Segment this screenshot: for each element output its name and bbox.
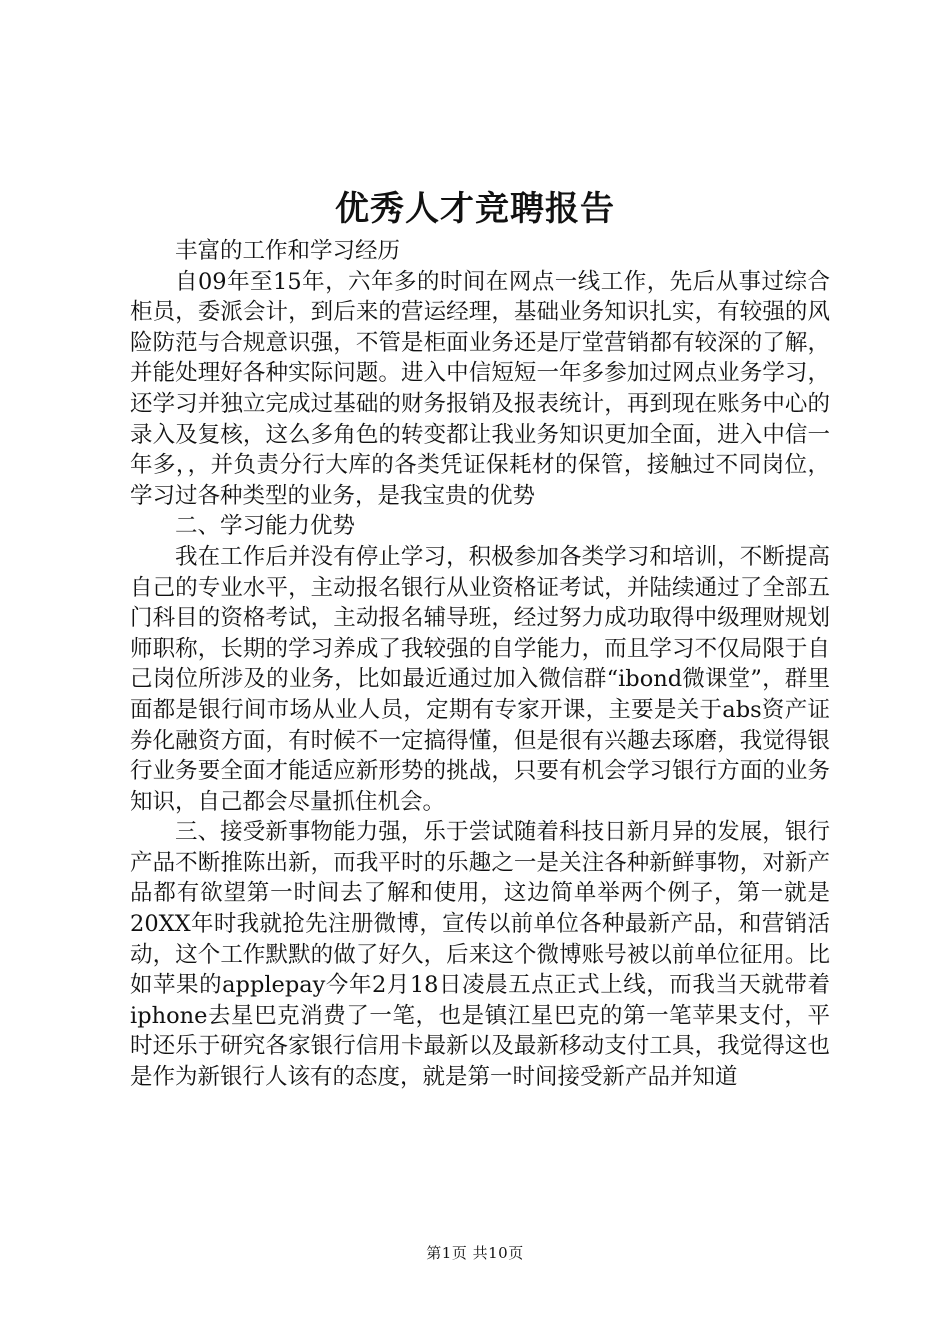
paragraph-experience: 自09年至15年，六年多的时间在网点一线工作，先后从事过综合柜员，委派会计，到后来的营运经理，基础业务知识扎实，有较强的风险防范与合规意识强，不管是柜面业务还是厅堂营销都有较深的了解，并能处理好各种实际问题。进入中信短短一年多参加过网点业务学习，还学习并独立完成过基础的财务报销及报表统计，再到现在账务中心的录入及复核，这么多角色的转变都让我业务知识更加全面，进入中信一年多，，并负责分行大库的各类凭证保耗材的保管，接触过不同岗位，学习过各种类型的业务，是我宝贵的优势 xyxy=(130,268,830,509)
paragraph-learning: 我在工作后并没有停止学习，积极参加各类学习和培训，不断提高自己的专业水平，主动报名银行从业资格证考试，并陆续通过了全部五门科目的资格考试，主动报名辅导班，经过努力成功取得中级理财规划师职称，长期的学习养成了我较强的自学能力，而且学习不仅局限于自己岗位所涉及的业务，比如最近通过加入微信群“ibond微课堂”，群里面都是银行间市场从业人员，定期有专家开课，主要是关于abs资产证券化融资方面，有时候不一定搞得懂，但是很有兴趣去琢磨，我觉得银行业务要全面才能适应新形势的挑战，只要有机会学习银行方面的业务知识，自己都会尽量抓住机会。 xyxy=(130,543,830,815)
page-footer: 第1页 共10页 xyxy=(426,1244,524,1262)
section-heading-experience: 丰富的工作和学习经历 xyxy=(175,238,401,264)
document-body xyxy=(130,236,830,1093)
document-title: 优秀人才竞聘报告 xyxy=(335,189,615,229)
paragraph-new-things: 三、接受新事物能力强，乐于尝试随着科技日新月异的发展，银行产品不断推陈出新，而我平时的乐趣之一是关注各种新鲜事物，对新产品都有欲望第一时间去了解和使用，这边简单举两个例子，第一就是20XX年时我就抢先注册微博，宣传以前单位各种最新产品，和营销活动，这个工作默默的做了好久，后来这个微博账号被以前单位征用。比如苹果的applepay今年2月18日凌晨五点正式上线，而我当天就带着iphone去星巴克消费了一笔，也是镇江星巴克的第一笔苹果支付，平时还乐于研究各家银行信用卡最新以及最新移动支付工具，我觉得这也是作为新银行人该有的态度，就是第一时间接受新产品并知道 xyxy=(130,819,830,1091)
section-heading-learning: 二、学习能力优势 xyxy=(175,513,356,540)
